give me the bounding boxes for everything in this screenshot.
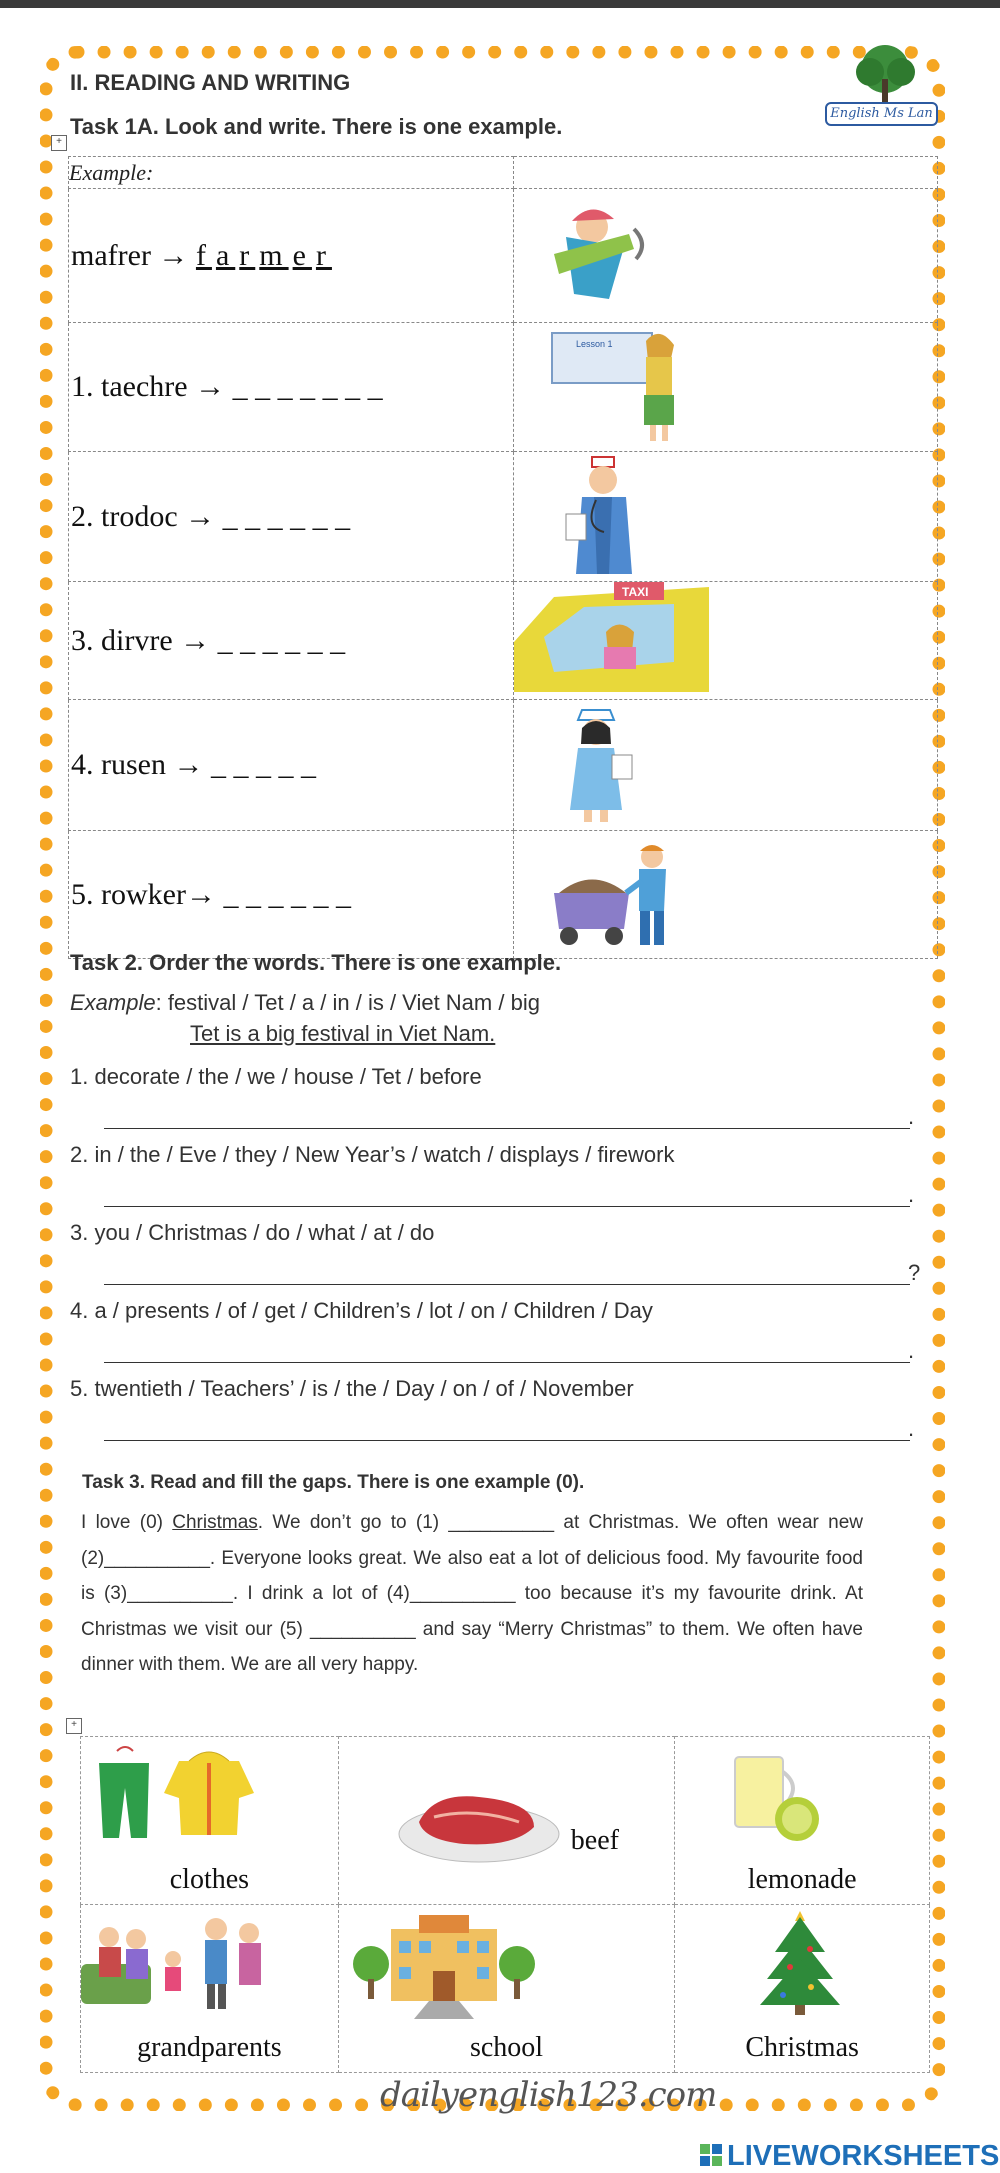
taxi-sign: TAXI <box>622 585 649 599</box>
task2-item: 1. decorate / the / we / house / Tet / before <box>70 1064 482 1089</box>
task1-prompt: 2. trodoc → <box>71 499 216 533</box>
christmas-tree-icon <box>755 1907 845 2017</box>
beef-icon <box>394 1772 574 1872</box>
example-scrambled: mafrer → <box>71 238 189 272</box>
logo <box>825 44 940 156</box>
task1-prompt: 1. taechre → <box>71 370 226 403</box>
family-icon <box>81 1909 301 2019</box>
task3-example-word: Christmas <box>172 1512 258 1533</box>
logo-badge: English Ms Lan <box>825 102 938 126</box>
answer-blank[interactable]: _ _ _ _ _ _ <box>217 623 346 657</box>
answer-blank[interactable]: _ _ _ _ _ _ <box>223 877 351 911</box>
word-label: grandparents <box>137 2032 282 2063</box>
teacher-icon <box>514 323 937 446</box>
task2-example <box>70 990 540 1016</box>
task1-table <box>68 156 938 959</box>
word-label: clothes <box>169 1864 250 1895</box>
task2-item: 2. in / the / Eve / they / New Year’s / watch / displays / firework <box>70 1142 675 1167</box>
footer-site: dailyenglish123.com <box>380 2075 717 2115</box>
end-punct: . <box>908 1104 915 1129</box>
word-label: beef <box>570 1825 619 1856</box>
word-label: school <box>469 2032 544 2063</box>
task1-row <box>69 323 938 452</box>
task2-item: 5. twentieth / Teachers’ / is / the / Day / on / of / November <box>70 1376 634 1401</box>
liveworksheets-logo-icon <box>700 2144 724 2168</box>
word-card <box>81 1905 339 2073</box>
task3-title: Task 3. Read and fill the gaps. There is one example (0). <box>82 1472 585 1493</box>
section-title: II. READING AND WRITING <box>70 70 351 95</box>
task2-example-label: Example <box>70 990 156 1015</box>
task2-title: Task 2. Order the words. There is one example. <box>70 950 562 975</box>
answer-line[interactable] <box>104 1128 910 1129</box>
task2-item: 4. a / presents / of / get / Children’s / lot / on / Children / Day <box>70 1298 653 1323</box>
worker-icon <box>514 831 937 953</box>
task1-row <box>69 582 938 700</box>
answer-line[interactable] <box>104 1284 910 1285</box>
task1-prompt: 3. dirvre → <box>71 623 211 657</box>
move-handle-icon[interactable]: + <box>66 1718 82 1734</box>
task1-title: Task 1A. Look and write. There is one example. <box>70 114 563 139</box>
move-handle-icon[interactable]: + <box>51 135 67 151</box>
lesson-board-text: Lesson 1 <box>576 339 613 349</box>
farmer-icon <box>514 189 937 317</box>
lemonade-icon <box>725 1747 845 1847</box>
task1-example-row <box>69 189 938 323</box>
task1-prompt: 4. rusen → <box>71 748 204 781</box>
answer-line[interactable] <box>104 1440 910 1441</box>
end-punct: . <box>908 1182 915 1207</box>
word-card <box>338 1905 674 2073</box>
task3-passage-text: . We don’t go to (1) __________ at Christmas. We often wear new (2)__________. Everyone looks great. We also eat a lot of delicious food. My favourite food is (3)__________. I drink a lot of (4)__________ too because it’s my favourite drink. At Christmas we visit our (5) __________ and say “Merry Christmas” to them. We often have dinner with them. We are all very happy. <box>81 1512 863 1676</box>
task3-word-bank <box>80 1736 930 2073</box>
task1-row <box>69 700 938 831</box>
task2-example-words: : festival / Tet / a / in / is / Viet Nam / big <box>155 990 540 1015</box>
brand-text: LIVEWORKSHEETS <box>727 2140 1000 2172</box>
task1-prompt: 5. rowker→ <box>71 877 216 911</box>
word-card <box>81 1737 339 1905</box>
task2-item: 3. you / Christmas / do / what / at / do <box>70 1220 435 1245</box>
taxi-driver-icon <box>514 582 937 694</box>
clothes-icon <box>89 1743 289 1853</box>
top-bar <box>0 0 1000 8</box>
word-card <box>338 1737 674 1905</box>
task2-example-answer: Tet is a big festival in Viet Nam. <box>190 1021 496 1046</box>
nurse-icon <box>514 700 937 825</box>
end-punct: ? <box>908 1260 921 1285</box>
task1-row <box>69 831 938 959</box>
answer-line[interactable] <box>104 1206 910 1207</box>
example-label: Example: <box>69 159 154 185</box>
task1-row <box>69 452 938 582</box>
answer-line[interactable] <box>104 1362 910 1363</box>
word-card <box>675 1905 930 2073</box>
task3-passage: I love (0) Christmas. We don’t go to (1) __________ at Christmas. We often wear new (2)__________. Everyone looks great. We also eat a lot of delicious food. My favourite food is (3)__________. I drink a lot of (4)__________ too because it’s my favourite drink. At Christmas we visit our (5) __________ and say “Merry Christmas” to them. We often have dinner with them. We are all very happy. <box>81 1512 863 1676</box>
example-answer: f a r m e r <box>195 238 332 272</box>
answer-blank[interactable]: _ _ _ _ _ _ <box>222 499 351 533</box>
end-punct: . <box>908 1416 915 1441</box>
doctor-icon <box>514 452 937 576</box>
liveworksheets-brand[interactable] <box>700 2140 999 2173</box>
answer-blank[interactable]: _ _ _ _ _ <box>210 748 316 781</box>
word-label: Christmas <box>745 2032 859 2063</box>
word-card <box>675 1737 930 1905</box>
school-icon <box>349 1909 539 2021</box>
answer-blank[interactable]: _ _ _ _ _ _ _ <box>232 370 383 403</box>
word-label: lemonade <box>747 1864 857 1895</box>
end-punct: . <box>908 1338 915 1363</box>
